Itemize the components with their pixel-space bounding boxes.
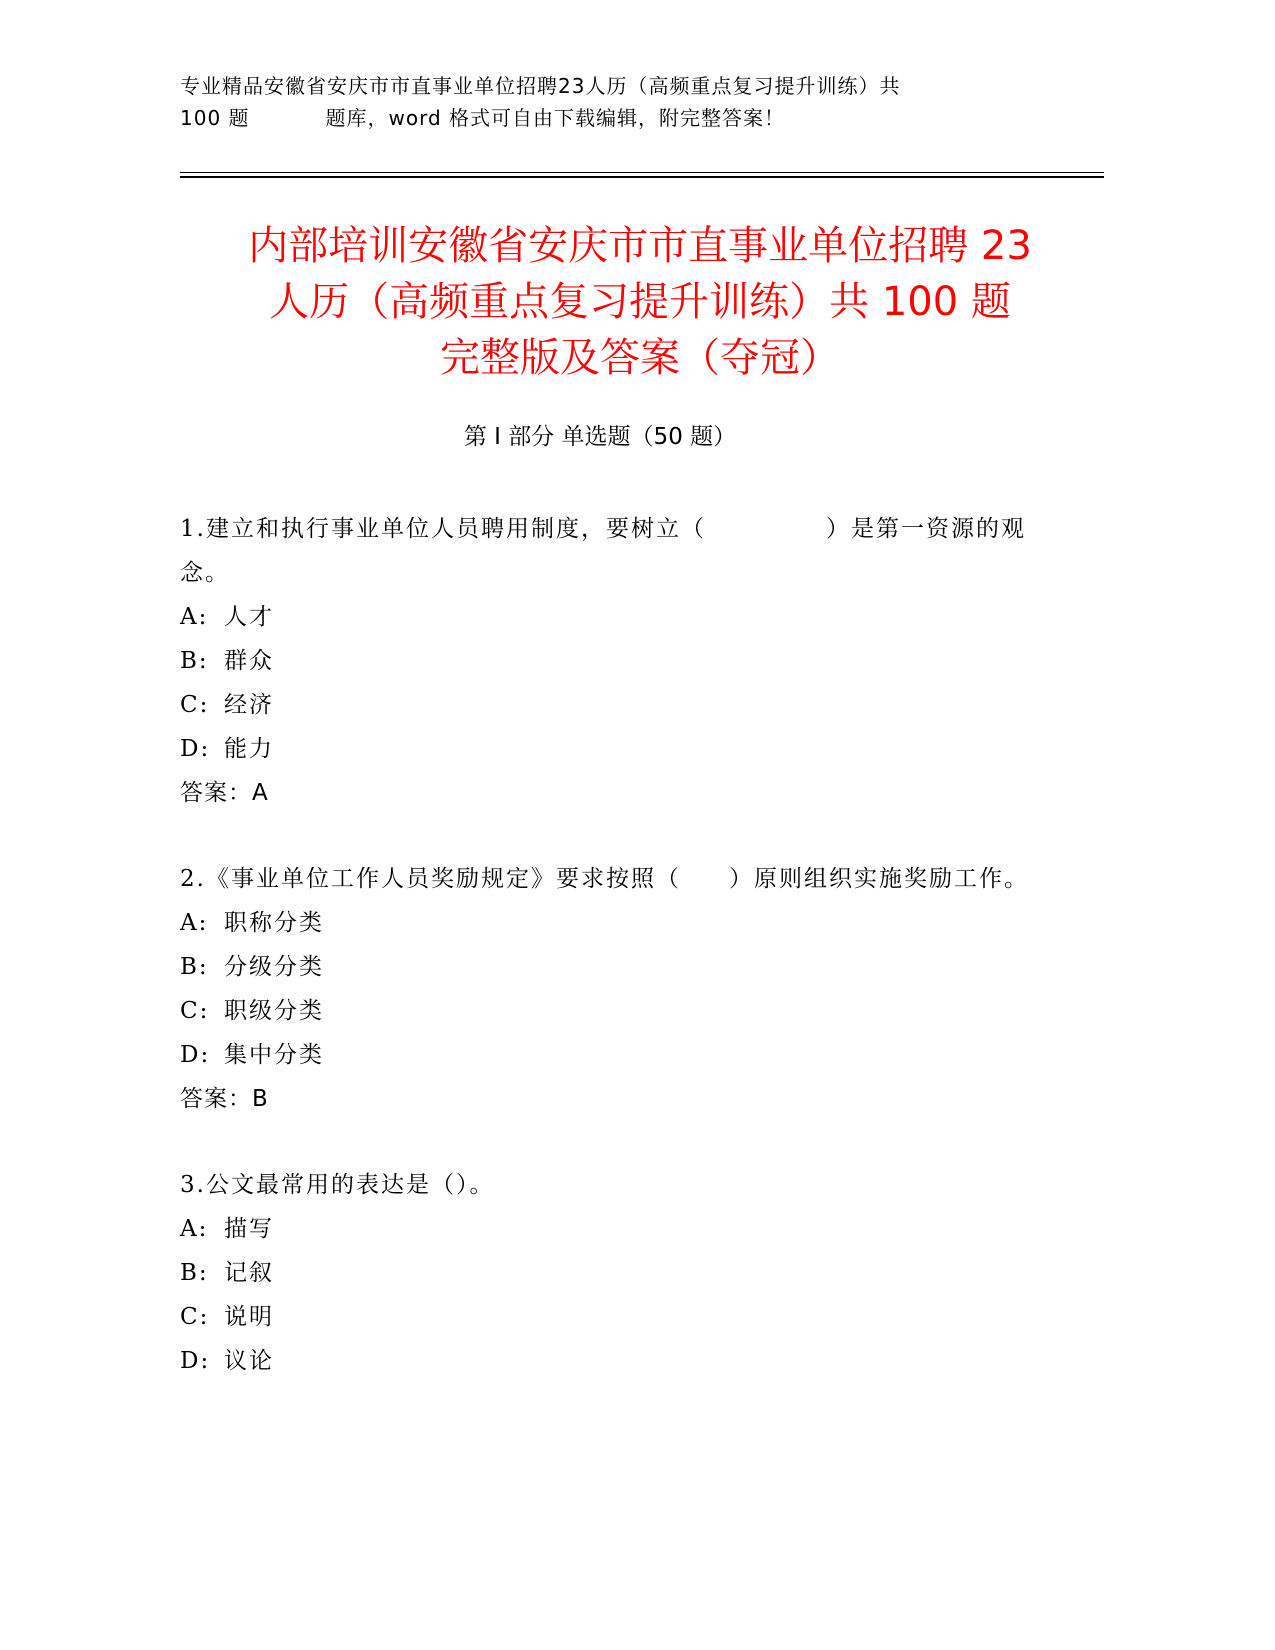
option-letter: B: <box>180 954 209 980</box>
question-2 <box>180 857 1040 1121</box>
option-text: 职称分类 <box>224 910 324 936</box>
option-c <box>180 683 1040 727</box>
option-d <box>180 727 1040 771</box>
question-1 <box>180 507 1040 815</box>
answer-line: 答案：A <box>180 780 269 806</box>
header-line-1 <box>180 70 1060 102</box>
option-a <box>180 1207 1040 1251</box>
option-letter: D: <box>180 1042 211 1068</box>
option-letter: B: <box>180 648 209 674</box>
option-letter: C: <box>180 1304 210 1330</box>
question-stem <box>180 857 1040 901</box>
option-text: 议论 <box>224 1348 274 1374</box>
question-stem-end: ）原则组织实施奖励工作。 <box>728 866 1029 892</box>
option-text: 能力 <box>224 736 274 762</box>
option-a <box>180 595 1040 639</box>
option-letter: A: <box>180 910 209 936</box>
option-text: 描写 <box>224 1216 274 1242</box>
option-text: 分级分类 <box>224 954 324 980</box>
question-stem-start: 3.公文最常用的表达是（）。 <box>180 1172 495 1198</box>
header-divider-thin <box>180 172 1104 173</box>
option-b <box>180 945 1040 989</box>
header-line-2 <box>180 102 1060 134</box>
option-letter: D: <box>180 1348 211 1374</box>
question-3 <box>180 1163 1040 1383</box>
question-stem-start: 1.建立和执行事业单位人员聘用制度，要树立（ <box>180 516 706 542</box>
option-c <box>180 989 1040 1033</box>
question-stem-end: ）是第一资源的观念。 <box>180 516 1026 586</box>
option-b <box>180 1251 1040 1295</box>
page-header <box>180 70 1060 134</box>
answer-line: 答案：B <box>180 1086 269 1112</box>
option-letter: A: <box>180 604 209 630</box>
option-letter: B: <box>180 1260 209 1286</box>
option-letter: C: <box>180 998 210 1024</box>
option-text: 经济 <box>224 692 274 718</box>
option-text: 群众 <box>224 648 274 674</box>
option-text: 职级分类 <box>224 998 324 1024</box>
question-stem-start: 2.《事业单位工作人员奖励规定》要求按照（ <box>180 866 681 892</box>
option-text: 记叙 <box>224 1260 274 1286</box>
option-c <box>180 1295 1040 1339</box>
option-a <box>180 901 1040 945</box>
option-text: 集中分类 <box>224 1042 324 1068</box>
header-divider-thick <box>180 176 1104 178</box>
question-stem <box>180 1163 1040 1207</box>
header-text-line-2-right: 题库，word 格式可自由下载编辑，附完整答案！ <box>325 106 786 130</box>
document-title <box>160 218 1120 386</box>
option-d <box>180 1033 1040 1077</box>
option-letter: C: <box>180 692 210 718</box>
question-stem <box>180 507 1040 595</box>
option-text: 说明 <box>224 1304 274 1330</box>
header-gap <box>250 102 326 134</box>
option-letter: D: <box>180 736 211 762</box>
title-line-3: 完整版及答案（夺冠） <box>440 335 840 381</box>
title-line-2: 人历（高频重点复习提升训练）共 100 题 <box>269 279 1011 325</box>
option-d <box>180 1339 1040 1383</box>
section-heading: 第 I 部分 单选题（50 题） <box>463 424 737 450</box>
option-text: 人才 <box>224 604 274 630</box>
header-text-line-2-left: 100 题 <box>180 106 250 130</box>
option-letter: A: <box>180 1216 209 1242</box>
question-list <box>180 507 1040 1425</box>
header-text-line-1: 专业精品安徽省安庆市市直事业单位招聘23人历（高频重点复习提升训练）共 <box>180 74 901 98</box>
title-line-1: 内部培训安徽省安庆市市直事业单位招聘 23 <box>248 223 1032 269</box>
option-b <box>180 639 1040 683</box>
